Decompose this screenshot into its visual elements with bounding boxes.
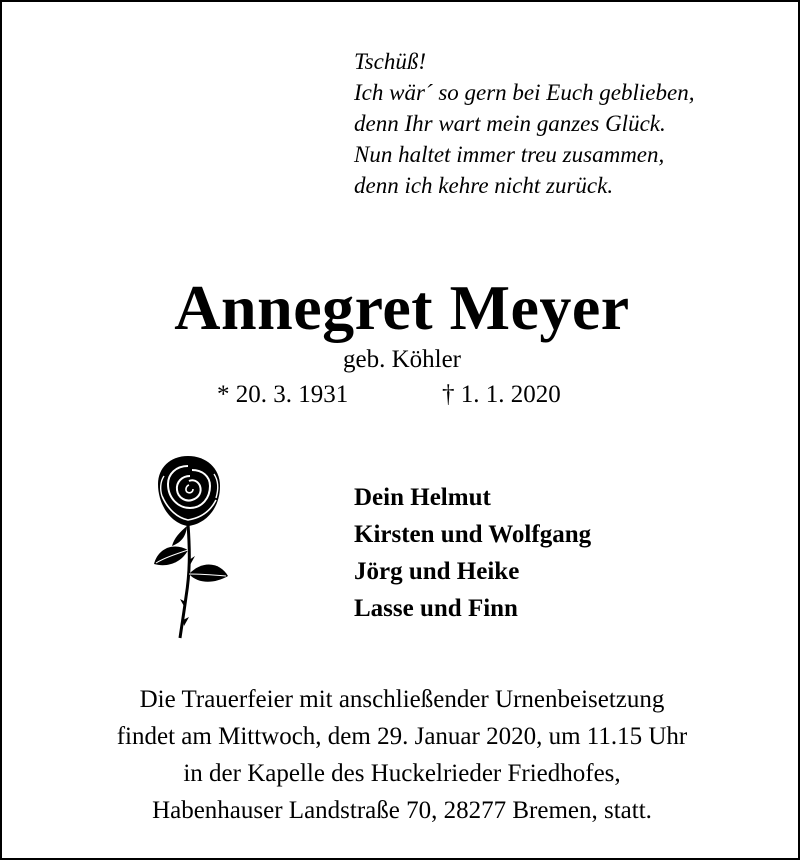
life-dates [2,379,800,411]
poem-line: denn Ihr wart mein ganzes Glück. [354,111,666,136]
family-member: Kirsten und Wolfgang [354,521,592,548]
birth-date: * 20. 3. 1931 [217,381,349,408]
deceased-name: Annegret Meyer [174,272,630,343]
poem-line: denn ich kehre nicht zurück. [354,173,614,198]
family-list [354,479,774,627]
ceremony-notice [2,681,800,829]
poem-line: Ich wär´ so gern bei Euch geblieben, [354,80,695,105]
death-date: † 1. 1. 2020 [442,381,561,408]
family-member: Jörg und Heike [354,558,520,585]
ceremony-line: findet am Mittwoch, dem 29. Januar 2020, um 11.15 Uhr [116,723,688,750]
rose-icon [144,452,234,642]
ceremony-line: in der Kapelle des Huckelrieder Friedhofes, [183,760,621,787]
poem-line: Tschüß! [354,49,426,74]
ceremony-line: Die Trauerfeier mit anschließender Urnenbeisetzung [139,686,665,713]
family-member: Dein Helmut [354,484,491,511]
ceremony-line: Habenhauser Landstraße 70, 28277 Bremen, statt. [152,797,652,824]
poem-line: Nun haltet immer treu zusammen, [354,142,665,167]
family-member: Lasse und Finn [354,595,518,622]
maiden-name: geb. Köhler [342,346,462,373]
poem [354,46,784,201]
